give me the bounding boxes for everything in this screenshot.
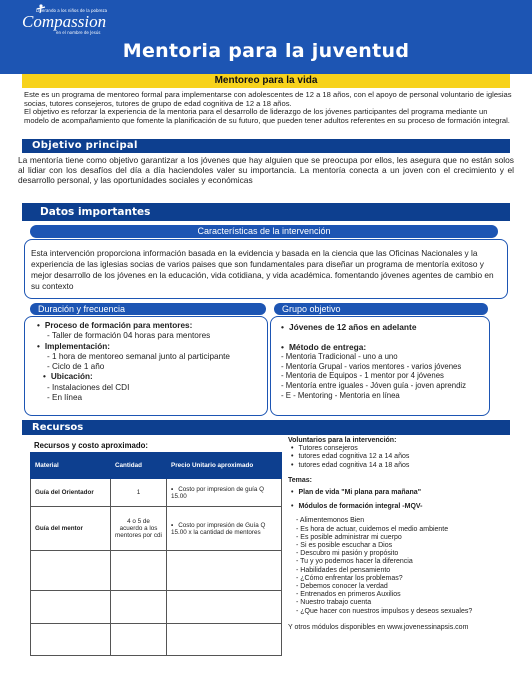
compassion-logo (22, 8, 107, 35)
grupo-target: • Jóvenes de 12 años en adelante (281, 323, 483, 333)
col-precio: Precio Unitario aproximado (167, 453, 282, 479)
row2-precio (167, 507, 282, 551)
metodo-label: • Método de entrega: (281, 343, 483, 353)
modulo-item: - Descubro mi pasión y propósito (296, 550, 399, 558)
child-figure-icon (36, 4, 46, 14)
modulo-item: - Alimentemonos Bien (296, 517, 365, 525)
plan-de-vida: • Plan de vida "Mi plana para mañana" (288, 489, 510, 497)
logo-subline: en el nombre de Jesús (56, 30, 101, 35)
metodo-item-5: - E - Mentoring - Mentoria en línea (281, 390, 400, 400)
duracion-title: Duración y frecuencia (30, 303, 266, 315)
col-material: Material (31, 453, 111, 479)
modulo-item: - Debemos conocer la verdad (296, 583, 388, 591)
modulos-footer: Y otros módulos disponibles en www.jovenessinapsis.com (288, 623, 469, 631)
logo-tagline: Liberando a los niños de la pobreza (36, 8, 108, 13)
grupo-title: Grupo objetivo (274, 303, 488, 315)
voluntario-item-1: • Tutores consejeros (288, 445, 510, 453)
intro-paragraph-1: Este es un programa de mentoreo formal para implementarse con adolescentes de 12 a 18 años, con el apoyo de personal voluntario de iglesias socias, tutores consejeros, tutores de grupo de edad cognitiva de 12 a 18 años. (24, 90, 512, 108)
col-cantidad: Cantidad (111, 453, 167, 479)
row2-cantidad: 4 o 5 de acuerdo a los mentores por cdi (111, 507, 167, 551)
modulo-item: - Entrenados en primeros Auxilios (296, 591, 401, 599)
table-row (31, 479, 282, 507)
modulo-item: - Habilidades del pensamiento (296, 566, 391, 574)
ubicacion-label: • Ubicación: (37, 372, 259, 382)
header-banner (0, 0, 532, 74)
implementacion-item-1: - 1 hora de mentoreo semanal junto al participante (47, 351, 230, 361)
caracteristicas-box (24, 239, 508, 299)
row1-cantidad: 1 (111, 479, 167, 507)
implementacion-item-2: - Ciclo de 1 año (47, 362, 105, 372)
grupo-box (270, 316, 490, 416)
implementacion-label: • Implementación: (37, 342, 259, 352)
modulo-item: - Si es posible escuchar a Dios (296, 542, 393, 550)
proceso-label: • Proceso de formación para mentores: (37, 321, 259, 331)
row1-material: Guía del Orientador (31, 479, 111, 507)
row1-precio (167, 479, 282, 507)
modulo-item: - ¿Que hacer con nuestros impulsos y deseos sexuales? (296, 607, 473, 615)
modulo-item: - Tu y yo podemos hacer la diferencia (296, 558, 413, 566)
intro-paragraph-2: El objetivo es reforzar la experiencia de la mentoria para el desarrollo de liderazgo de los jóvenes participantes del programa mediante un modelo de acompañamiento que fomente la planificación de su futuro, que pueden tener adultos referentes en su proceso de formación integral. (24, 107, 510, 125)
subtitle-band: Mentoreo para la vida (22, 74, 510, 88)
ubicacion-item-2: - En línea (47, 393, 83, 403)
objective-heading: Objetivo principal (22, 139, 510, 153)
modulos-list (296, 517, 510, 615)
modulos-label: • Módulos de formación integral -MQV- (288, 503, 510, 511)
duracion-box (24, 316, 268, 416)
voluntario-item-3: • tutores edad cognitiva 14 a 18 años (288, 462, 510, 470)
metodo-item-4: - Mentoría entre iguales - Jóven guía - joven aprendiz (281, 380, 467, 390)
datos-heading: Datos importantes (22, 203, 510, 221)
table-row-empty (31, 591, 282, 624)
recursos-heading: Recursos (22, 420, 510, 435)
modulo-item: - ¿Cómo enfrentar los problemas? (296, 574, 403, 582)
voluntario-item-2: • tutores edad cognitiva 12 a 14 años (288, 453, 510, 461)
row2-precio-text: Costo por impresión de Guía Q 15.00 x la cantidad de mentores (171, 521, 266, 536)
voluntarios-column (288, 437, 510, 632)
metodo-item-2: - Mentoría Grupal - varios mentores - varios jóvenes (281, 361, 462, 371)
metodo-item-3: - Mentoria de Equipos - 1 mentor por 4 jóvenes (281, 371, 444, 381)
caracteristicas-text: Esta intervención proporciona información basada en la evidencia y basada en la ciencia que las Oficinas Nacionales y la experiencia de las iglesias socias de varios paises que son fundamentales para diseñar un programa de mentoría exitoso y mejor desarrollo de los jóvenes en la educación, vida cotidiana, y vida académica. fomentando jóvenes agentes de cambio en su contexto (31, 248, 494, 291)
logo-name: Compassion (22, 12, 107, 31)
table-row-empty (31, 624, 282, 656)
voluntarios-title: Voluntarios para la intervención: (288, 437, 397, 444)
intro-text (24, 91, 512, 125)
modulo-item: - Nuestro trabajo cuenta (296, 599, 372, 607)
caracteristicas-title: Características de la intervención (30, 225, 498, 238)
modulo-item: - Es hora de actuar, cuidemos el medio ambiente (296, 525, 449, 533)
row2-material: Guía del mentor (31, 507, 111, 551)
metodo-item-1: - Mentoria Tradicional - uno a uno (281, 352, 398, 362)
modulo-item: - Es posible administrar mi cuerpo (296, 533, 402, 541)
table-row-empty (31, 551, 282, 591)
proceso-item: - Taller de formación 04 horas para mentores (47, 331, 211, 341)
recursos-table-title: Recursos y costo aproximado: (34, 441, 148, 450)
recursos-table (30, 452, 282, 656)
table-row (31, 507, 282, 551)
temas-label: Temas: (288, 476, 312, 484)
row1-precio-text: Costo por impresion de guía Q 15.00 (171, 485, 264, 500)
page-title: Mentoria para la juventud (122, 40, 410, 62)
table-header-row (31, 453, 282, 479)
objective-text: La mentoría tiene como objetivo garantizar a los jóvenes que hay alguien que se preocupa por ellos, les asegura que no están solos al lidiar con los desafíos del día a día haciendoles valer su importancia. La mentoría conecta a un joven con el crecimiento y el desarrollo personal, y las oportunidades sociales y económicas (18, 155, 514, 185)
ubicacion-item-1: - Instalaciones del CDI (47, 382, 130, 392)
